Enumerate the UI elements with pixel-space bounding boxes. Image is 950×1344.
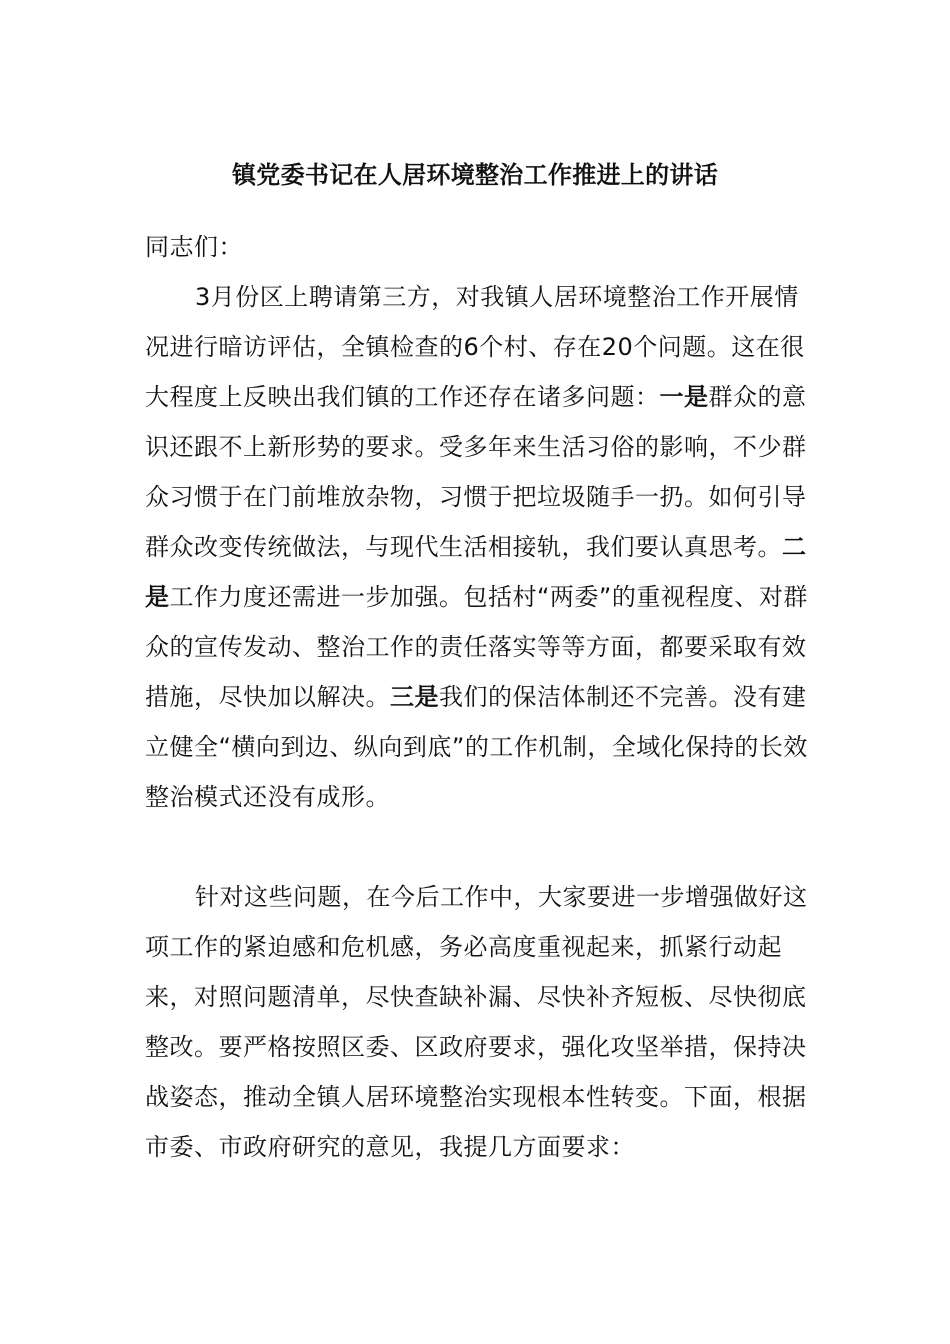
paragraph-2: 针对这些问题，在今后工作中，大家要进一步增强做好这项工作的紧迫感和危机感，务必高度重视起来，抓紧行动起来，对照问题清单，尽快查缺补漏、尽快补齐短板、尽快彻底整改。要严格按照区委、区政府要求，强化攻坚举措，保持决战姿态，推动全镇人居环境整治实现根本性转变。下面，根据市委、市政府研究的意见，我提几方面要求： [145,883,808,1161]
point-one-label: 一是 [659,383,709,411]
paragraph-1-text-3: 工作力度还需进一步加强。包括村“两委”的重视程度、对群众的宣传发动、整治工作的责任落实等等方面，都要采取有效措施，尽快加以解决。 [145,583,808,711]
salutation: 同志们： [145,233,243,261]
point-three-label: 三是 [390,683,439,711]
paragraph-1 [145,272,817,822]
paragraph-1-text-1: 3月份区上聘请第三方，对我镇人居环境整治工作开展情况进行暗访评估，全镇检查的6个村、存在20个问题。这在很大程度上反映出我们镇的工作还存在诸多问题： [145,283,805,411]
paragraph-1-text-2: 群众的意识还跟不上新形势的要求。受多年来生活习俗的影响，不少群众习惯于在门前堆放杂物，习惯于把垃圾随手一扔。如何引导群众改变传统做法，与现代生活相接轨，我们要认真思考。 [145,383,807,561]
point-two-label: 二是 [145,533,807,611]
paragraph-1-text-4: 我们的保洁体制还不完善。没有建立健全“横向到边、纵向到底”的工作机制，全域化保持的长效整治模式还没有成形。 [145,683,808,811]
document-title: 镇党委书记在人居环境整治工作推进上的讲话 [232,161,718,189]
